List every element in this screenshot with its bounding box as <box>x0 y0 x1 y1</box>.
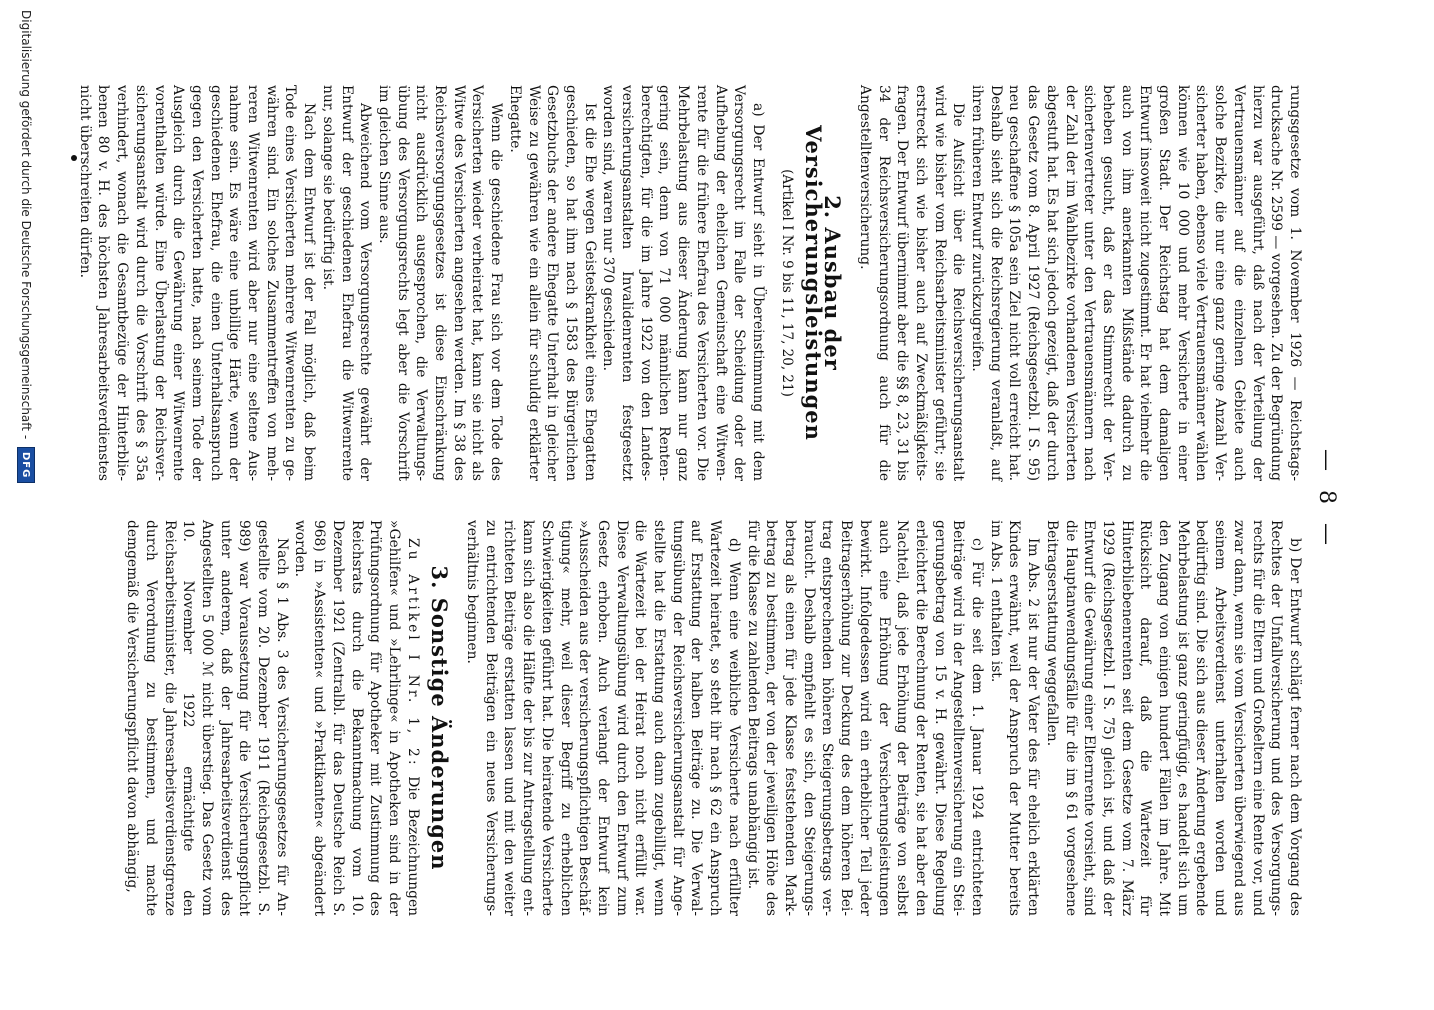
article-reference: Zu Artikel I Nr. 1, 2: <box>404 538 421 768</box>
digitization-credit <box>14 0 38 1010</box>
paragraph: b) Der Entwurf schlägt ferner nach dem Vorgang des Rechtes der Unfallversicherung und des Versorgungsrechts für die Eltern und Großeltern eine Rente vor, und zwar dann, wenn sie vom Versicherten überwiegend aus seinem Arbeitsverdienst unterhalten worden und bedürftig sind. Die sich aus dieser Änderung ergebende Mehrbelastung ist ganz geringfügig, es handelt sich um den Zugang von einigen hundert Fällen im Jahre. Mit Rücksicht darauf, daß die Wartezeit für Hinterbliebenenrenten seit dem Gesetze vom 7. März 1929 (Reichsgesetzbl. I S. 75) gleich ist, und daß der Entwurf die Gewährung einer Elternrente vorsieht, sind die Hauptanwendungsfälle für die im § 61 vorgesehene Beitragserstattung weggefallen. <box>1043 520 1303 916</box>
dfg-logo: DFG <box>17 447 35 483</box>
margin-dot <box>71 155 77 161</box>
paragraph: Im Abs. 2 ist nur der Vater des für ehelich erklärten Kindes erwähnt, weil der Anspruch der Mutter bereits im Abs. 1 enthalten ist. <box>987 520 1042 916</box>
section-heading: 3. Sonstige Änderungen <box>427 565 453 871</box>
paragraph: Abweichend vom Versorgungsrechte gewährt der Entwurf der geschiedenen Ehefrau die Witwenrente nur, solange sie bedürftig ist. <box>319 85 374 481</box>
right-column <box>74 520 1304 916</box>
paragraph: Ist die Ehe wegen Geisteskrankheit eines Ehegatten geschieden, so hat ihm nach § 1583 des Bürgerlichen Gesetzbuchs der andere Ehegatte Unterhalt in gleicher Weise zu gewähren wie ein allein für schuldig erklärter Ehegatte. <box>506 85 598 481</box>
paragraph: d) Wenn eine weibliche Versicherte nach erfüllter Wartezeit heiratet, so steht ihr nach § 62 ein Anspruch auf Erstattung der halben Beiträge zu. Die Verwaltungsübung der Reichsversicherungsanstalt für Angestellte hat die Erstattung auch dann zugebilligt, wenn die Wartezeit bei der Heirat noch nicht erfüllt war. Diese Verwaltungsübung wird durch den Entwurf zum Gesetz erhoben. Auch verlangt der Entwurf kein »Ausscheiden aus der versicherungspflichtigen Beschäftigung« mehr, weil dieser Begriff zu erheblichen Schwierigkeiten geführt hat. Die heiratende Versicherte kann sich also die Hälfte der bis zur Antragstellung entrichteten Beiträge erstatten lassen und mit den weiter zu entrichtenden Beiträgen ein neues Versicherungsverhältnis beginnen. <box>464 520 742 916</box>
credit-text: Digitalisierung gefördert durch die Deutsche Forschungsgemeinschaft - <box>19 10 33 440</box>
left-column <box>74 85 1304 481</box>
page-number: — 8 — <box>1314 449 1339 551</box>
paragraph: rungsgesetze vom 1. November 1926 — Reichstagsdrucksache Nr. 2599 — vorgesehen. Zu der Begründung hierzu war ausgeführt, daß nach der Verteilung der Vertrauensmänner auf die einzelnen Gebiete auch solche Bezirke, die nur eine ganz geringe Anzahl Versicherter haben, ebenso viele Vertrauensmänner wählen können wie 10 000 und mehr Versicherte in einer großen Stadt. Der Reichstag hat dem damaligen Entwurf insoweit nicht zugestimmt. Er hat vielmehr die auch von ihm anerkannten Mißstände dadurch zu beheben gesucht, daß er das Stimmrecht der Versichertenvertreter unter den Vertrauensmännern nach der Zahl der im Wahlbezirke vorhandenen Versicherten abgestuft hat. Es hat sich jedoch gezeigt, daß der durch das Gesetz vom 8. April 1927 (Reichsgesetzbl. I S. 95) neu geschaffene § 105a sein Ziel nicht voll erreicht hat. Deshalb sieht sich die Reichsregierung veranlaßt, auf ihren früheren Entwurf zurückzugreifen. <box>969 85 1303 481</box>
section-subheading: (Artikel I Nr. 9 bis 11, 17, 20, 21) <box>778 169 795 397</box>
paragraph: c) Für die seit dem 1. Januar 1924 entrichteten Beiträge wird in der Angestelltenversicherung ein Steigerungsbetrag von 15 v. H. gewährt. Diese Regelung erleichtert die Berechnung der Renten, sie hat aber den Nachteil, daß jede Erhöhung der Beiträge von selbst auch eine Erhöhung der Versicherungsleistungen bewirkt. Infolgedessen wird ein erheblicher Teil jeder Beitragserhöhung zur Deckung des dem höheren Beitrag entsprechenden höheren Steigerungsbetrags verbraucht. Deshalb empfiehlt es sich, den Steigerungsbetrag als einen für jede Klasse feststehenden Markbetrag zu bestimmen, der von der jeweiligen Höhe des für die Klasse zu zahlenden Beitrags unabhängig ist. <box>744 520 986 916</box>
paragraph: Nach dem Entwurf ist der Fall möglich, daß beim Tode eines Versicherten mehrere Witwenrenten zu gewähren sind. Ein solches Zusammentreffen von mehreren Witwenrenten wird aber nur eine seltene Ausnahme sein. Es wäre eine unbillige Härte, wenn der geschiedenen Ehefrau, die einen Unterhaltsanspruch gegen den Versicherten hatte, nach seinem Tode der Ausgleich durch die Gewährung einer Witwenrente vorenthalten würde. Eine Überlastung der Reichsversicherungsanstalt wird durch die Vorschrift des § 35a verhindert, wonach die Gesamtbezüge der Hinterbliebenen 80 v. H. des höchsten Jahresarbeitsverdienstes nicht überschreiten dürfen. <box>76 85 318 481</box>
paragraph: Die Aufsicht über die Reichsversicherungsanstalt wird wie bisher vom Reichsarbeitsminister geführt; sie erstreckt sich wie bisher auch auf Zweckmäßigkeitsfragen. Der Entwurf übernimmt aber die §§ 8, 23, 31 bis 34 der Reichsversicherungsordnung auch für die Angestelltenversicherung. <box>856 85 967 481</box>
section-heading: 2. Ausbau der Versicherungsleistungen <box>801 125 846 441</box>
paragraph-text: Die Bezeichnungen »Gehilfen« und »Lehrlinge« in Apotheken sind in der Prüfungsordnung für Apotheker mit Zustimmung des Reichsrats durch die Bekanntmachung vom 10. Dezember 1921 (Zentralbl. für das Deutsche Reich S. 968) in »Assistenten« und »Praktikanten« abgeändert worden. <box>292 520 421 916</box>
paragraph: a) Der Entwurf sieht in Übereinstimmung mit dem Versorgungsrecht im Falle der Scheidung oder der Aufhebung der ehelichen Gemeinschaft eine Witwenrente für die frühere Ehefrau des Versicherten vor. Die Mehrbelastung aus dieser Änderung kann nur ganz gering sein, denn von 71 000 männlichen Rentenberechtigten, für die im Jahre 1922 von den Landesversicherungsanstalten Invalidenrenten festgesetzt worden sind, waren nur 370 geschieden. <box>600 85 767 481</box>
paragraph: Nach § 1 Abs. 3 des Versicherungsgesetzes für Angestellte vom 20. Dezember 1911 (Reichsgesetzbl. S. 989) war Voraussetzung für die Versicherungspflicht unter anderem, daß der Jahresarbeitsverdienst des Angestellten 5 000 ℳ nicht überstieg. Das Gesetz vom 10. November 1922 ermächtigte den Reichsarbeitsminister, die Jahresarbeitsverdienstgrenze durch Verordnung zu bestimmen, und machte demgemäß die Versicherungspflicht davon abhängig, <box>124 520 290 916</box>
paragraph <box>291 520 422 916</box>
paragraph: Wenn die geschiedene Frau sich vor dem Tode des Versicherten wieder verheiratet hat, kann sie nicht als Witwe des Versicherten angesehen werden. Im § 38 des Reichsversorgungsgesetzes ist diese Einschränkung nicht ausdrücklich ausgesprochen, die Verwaltungsübung des Versorgungsrechts legt aber die Vorschrift im gleichen Sinne aus. <box>375 85 505 481</box>
